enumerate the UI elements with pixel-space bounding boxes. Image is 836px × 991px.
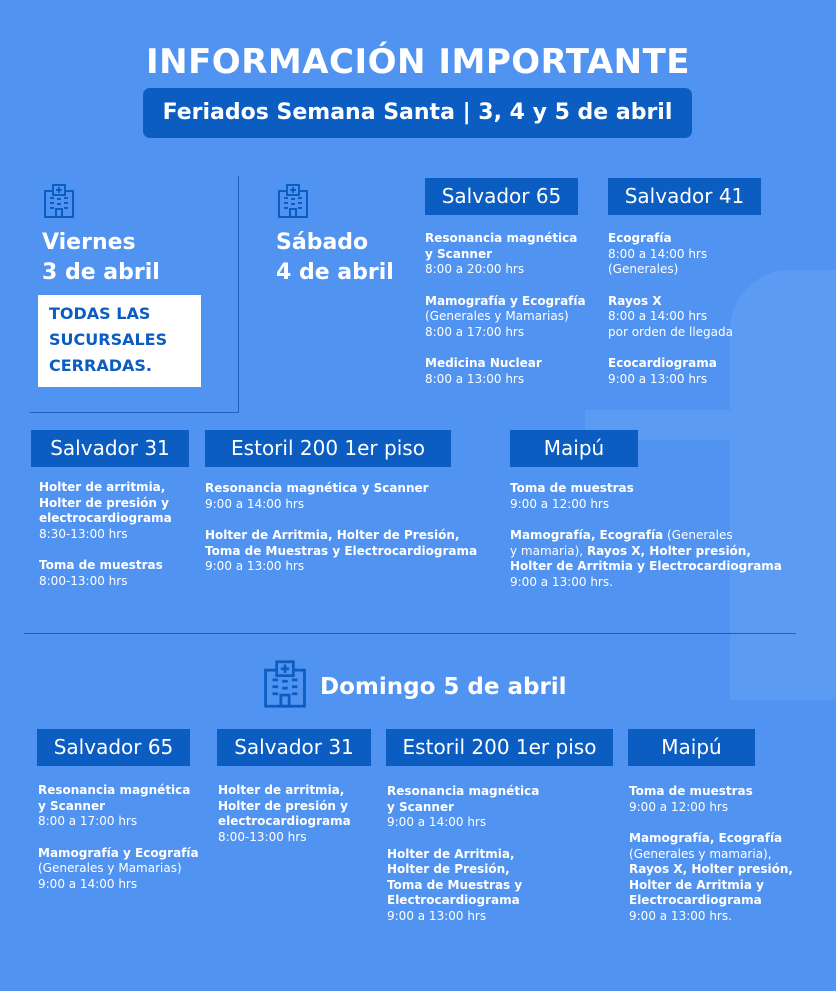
closed-notice: TODAS LAS SUCURSALES CERRADAS. bbox=[38, 295, 201, 387]
saturday-day: Sábado bbox=[276, 230, 369, 255]
branch-services-salvador-41 bbox=[608, 231, 783, 403]
service-item: Resonancia magnética y Scanner 9:00 a 14:00 hrs bbox=[205, 481, 429, 511]
service-item: Ecocardiograma 9:00 a 13:00 hrs bbox=[608, 356, 717, 386]
service-item: Resonancia magnética y Scanner 8:00 a 20:00 hrs bbox=[425, 231, 578, 276]
hospital-icon bbox=[41, 183, 77, 219]
service-item: Mamografía y Ecografía (Generales y Mamarias) 8:00 a 17:00 hrs bbox=[425, 293, 586, 339]
hospital-icon bbox=[260, 659, 310, 709]
branch-services-salvador-31 bbox=[39, 480, 214, 605]
service-item: Holter de arritmia, Holter de presión y electrocardiograma 8:30-13:00 hrs bbox=[39, 480, 172, 541]
service-item: Holter de arritmia, Holter de presión y electrocardiograma 8:00-13:00 hrs bbox=[218, 783, 351, 844]
branch-services-maipu bbox=[629, 784, 824, 940]
friday-day: Viernes bbox=[42, 230, 136, 255]
page-title: INFORMACIÓN IMPORTANTE bbox=[145, 42, 691, 82]
service-item: Toma de muestras 9:00 a 12:00 hrs bbox=[629, 784, 753, 814]
service-item: Toma de muestras 9:00 a 12:00 hrs bbox=[510, 481, 634, 511]
branch-services-salvador-65 bbox=[425, 231, 600, 403]
branch-label-salvador-31: Salvador 31 bbox=[31, 430, 189, 467]
service-item: Resonancia magnética y Scanner 9:00 a 14:00 hrs bbox=[387, 784, 540, 829]
service-item: Medicina Nuclear 8:00 a 13:00 hrs bbox=[425, 356, 542, 386]
branch-label-estoril: Estoril 200 1er piso bbox=[205, 430, 451, 467]
branch-services-estoril bbox=[387, 784, 587, 940]
branch-label-estoril: Estoril 200 1er piso bbox=[386, 729, 613, 766]
service-item: Rayos X 8:00 a 14:00 hrs por orden de llegada bbox=[608, 293, 733, 339]
branch-services-estoril bbox=[205, 481, 500, 591]
branch-label-salvador-41: Salvador 41 bbox=[608, 178, 761, 215]
service-item: Mamografía, Ecografía (Generales y mamaria), Rayos X, Holter presión, Holter de Arritmia y Electrocardiograma 9:00 a 13:00 hrs. bbox=[629, 831, 793, 923]
saturday-date: 4 de abril bbox=[276, 260, 394, 285]
service-item: Toma de muestras 8:00-13:00 hrs bbox=[39, 558, 163, 588]
branch-label-maipu: Maipú bbox=[628, 729, 755, 766]
divider bbox=[30, 412, 239, 413]
service-item: Resonancia magnética y Scanner 8:00 a 17:00 hrs bbox=[38, 783, 191, 828]
branch-services-salvador-31 bbox=[218, 783, 378, 861]
service-item: Holter de Arritmia, Holter de Presión, Toma de Muestras y Electrocardiograma 9:00 a 13:00 hrs bbox=[205, 528, 478, 573]
hospital-icon bbox=[275, 183, 311, 219]
service-item: Mamografía y Ecografía (Generales y Mamarias) 9:00 a 14:00 hrs bbox=[38, 845, 199, 891]
divider bbox=[24, 633, 796, 634]
branch-label-salvador-65: Salvador 65 bbox=[37, 729, 190, 766]
sunday-title: Domingo 5 de abril bbox=[320, 674, 567, 700]
divider bbox=[238, 176, 239, 413]
branch-label-salvador-31: Salvador 31 bbox=[217, 729, 371, 766]
branch-services-salvador-65 bbox=[38, 783, 213, 908]
service-item: Mamografía, Ecografía (Generales y mamaria), Rayos X, Holter presión, Holter de Arritmia y Electrocardiograma 9:00 a 13:00 hrs. bbox=[510, 528, 782, 589]
branch-services-maipu bbox=[510, 481, 810, 606]
service-item: Ecografía 8:00 a 14:00 hrs (Generales) bbox=[608, 231, 708, 276]
friday-date: 3 de abril bbox=[42, 260, 160, 285]
service-item: Holter de Arritmia, Holter de Presión, Toma de Muestras y Electrocardiograma 9:00 a 13:00 hrs bbox=[387, 846, 523, 923]
branch-label-maipu: Maipú bbox=[510, 430, 638, 467]
branch-label-salvador-65: Salvador 65 bbox=[425, 178, 578, 215]
page-subtitle: Feriados Semana Santa | 3, 4 y 5 de abril bbox=[143, 88, 692, 138]
